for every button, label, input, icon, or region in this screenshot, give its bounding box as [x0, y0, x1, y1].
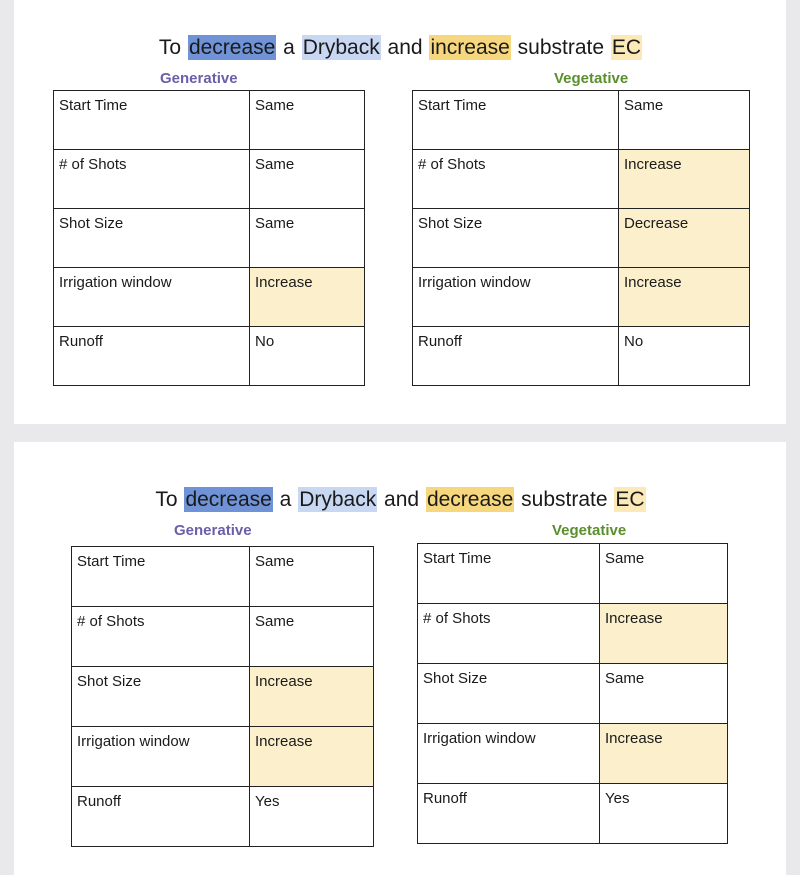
value-cell: Same [250, 150, 365, 209]
title-part: substrate [511, 36, 610, 59]
param-cell: Start Time [418, 544, 600, 604]
table-row [418, 544, 728, 604]
table-row [413, 150, 750, 209]
table-body [418, 544, 728, 844]
value-cell: Same [600, 664, 728, 724]
table-row [72, 787, 374, 847]
value-cell: Same [250, 547, 374, 607]
table-row [418, 784, 728, 844]
value-cell: Increase [600, 724, 728, 784]
title-part: decrease [426, 488, 514, 511]
value-cell: No [619, 327, 750, 386]
table-row [72, 547, 374, 607]
table-row [72, 607, 374, 667]
param-cell: # of Shots [418, 604, 600, 664]
table-row [418, 664, 728, 724]
param-cell: Runoff [72, 787, 250, 847]
param-cell: Start Time [413, 91, 619, 150]
title-part: To [158, 36, 187, 59]
param-cell: Runoff [418, 784, 600, 844]
param-cell: Irrigation window [413, 268, 619, 327]
value-cell: Increase [250, 667, 374, 727]
param-cell: Start Time [54, 91, 250, 150]
value-cell: Same [250, 91, 365, 150]
title-part: Dryback [299, 488, 377, 511]
value-cell: Same [600, 544, 728, 604]
table-row [413, 268, 750, 327]
generative-label: Generative [174, 522, 252, 539]
table-row [413, 327, 750, 386]
table-row [54, 91, 365, 150]
value-cell: Increase [600, 604, 728, 664]
param-cell: Shot Size [418, 664, 600, 724]
table-row [418, 604, 728, 664]
value-cell: No [250, 327, 365, 386]
param-cell: Irrigation window [72, 727, 250, 787]
section-card-2 [14, 442, 786, 875]
param-cell: # of Shots [413, 150, 619, 209]
table-row [72, 667, 374, 727]
table-body [72, 547, 374, 847]
param-cell: # of Shots [54, 150, 250, 209]
table-row [54, 268, 365, 327]
param-cell: Start Time [72, 547, 250, 607]
section-card-1 [14, 0, 786, 424]
generative-label: Generative [160, 70, 238, 87]
generative-table [71, 546, 374, 847]
value-cell: Yes [250, 787, 374, 847]
section-title [14, 488, 786, 512]
title-part: substrate [515, 488, 614, 511]
title-part: Dryback [302, 36, 380, 59]
table-row [72, 727, 374, 787]
vegetative-table [412, 90, 750, 386]
table-body [413, 91, 750, 386]
table-row [413, 91, 750, 150]
generative-table [53, 90, 365, 386]
value-cell: Increase [619, 268, 750, 327]
param-cell: Shot Size [413, 209, 619, 268]
table-row [418, 724, 728, 784]
title-part: and [381, 36, 429, 59]
table-row [54, 150, 365, 209]
value-cell: Increase [250, 727, 374, 787]
param-cell: Shot Size [72, 667, 250, 727]
vegetative-table [417, 543, 728, 844]
param-cell: # of Shots [72, 607, 250, 667]
title-part: EC [611, 36, 642, 59]
value-cell: Same [619, 91, 750, 150]
table-row [54, 327, 365, 386]
section-title [14, 36, 786, 60]
table-row [54, 209, 365, 268]
value-cell: Decrease [619, 209, 750, 268]
param-cell: Runoff [413, 327, 619, 386]
title-part: EC [615, 488, 645, 511]
title-part: decrease [185, 488, 272, 511]
title-part: a [277, 36, 301, 59]
param-cell: Runoff [54, 327, 250, 386]
param-cell: Irrigation window [54, 268, 250, 327]
title-part: decrease [188, 36, 276, 59]
param-cell: Irrigation window [418, 724, 600, 784]
param-cell: Shot Size [54, 209, 250, 268]
value-cell: Increase [619, 150, 750, 209]
title-part: a [273, 488, 298, 511]
title-part: and [378, 488, 425, 511]
value-cell: Increase [250, 268, 365, 327]
table-row [413, 209, 750, 268]
vegetative-label: Vegetative [554, 70, 629, 87]
title-part: To [155, 488, 184, 511]
table-body [54, 91, 365, 386]
value-cell: Same [250, 607, 374, 667]
value-cell: Same [250, 209, 365, 268]
title-part: increase [430, 36, 510, 59]
value-cell: Yes [600, 784, 728, 844]
vegetative-label: Vegetative [552, 522, 627, 539]
